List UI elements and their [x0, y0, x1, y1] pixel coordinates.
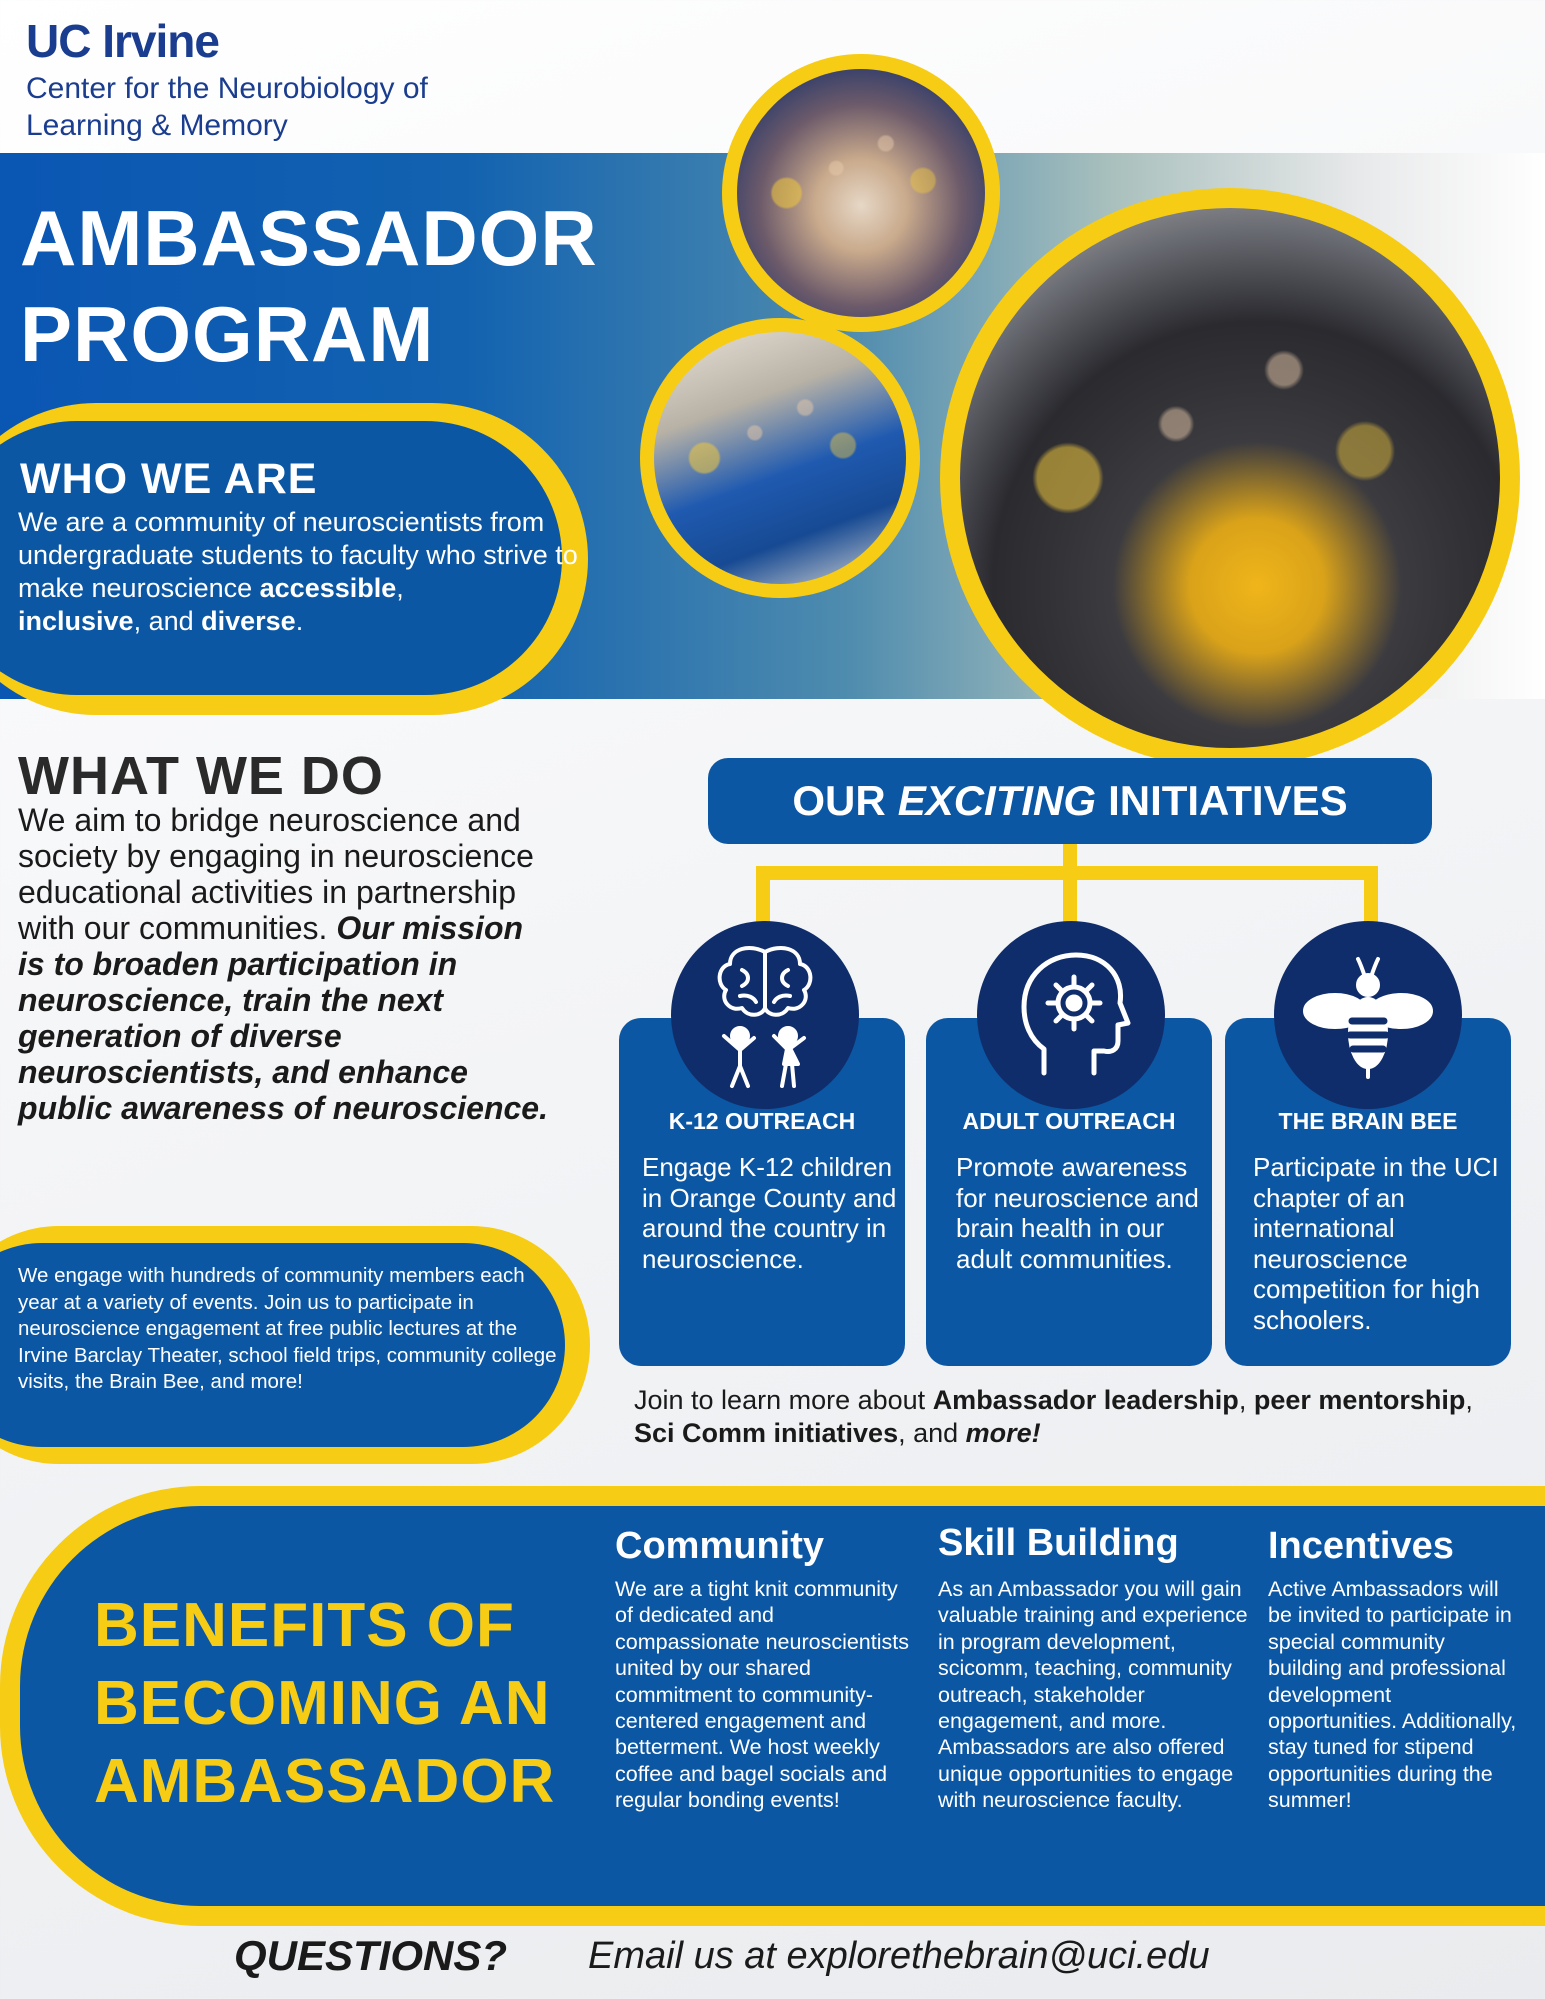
benefit-text-community: We are a tight knit community of dedicated and compassionate neuroscientists united by our shared commitment to community-centered engagement and betterment. We host weekly coffee and bagel socials and regular bonding events!: [615, 1577, 909, 1813]
mission-statement: Our mission is to broaden participation in neuroscience, train the next generation of diverse neuroscientists, and enhance public awareness of neuroscience.: [18, 910, 548, 1126]
who-we-are-text: We are a community of neuroscientists from undergraduate students to faculty who strive to make neuroscience accessible, inclusive, and diverse.: [18, 507, 578, 636]
brain-kids-icon: [671, 921, 859, 1109]
benefit-text-skill-building: As an Ambassador you will gain valuable training and experience in program development, scicomm, teaching, community outreach, stakeholder engagement, and more. Ambassadors are also offered unique opportunities to engage with neuroscience faculty.: [938, 1577, 1248, 1813]
what-we-do-text: We aim to bridge neuroscience and society by engaging in neuroscience educational activities in partnership with our communities. Our mission is to broaden participation in neuroscience, train the next generation of diverse neuroscientists, and enhance public awareness of neuroscience.: [18, 802, 548, 1126]
card-heading-brain-bee: THE BRAIN BEE: [1278, 1108, 1458, 1134]
what-we-do-heading: WHAT WE DO: [18, 746, 384, 806]
photo-group-crowd: [960, 208, 1500, 748]
card-text-k12: Engage K-12 children in Orange County and around the country in neuroscience.: [642, 1152, 897, 1274]
engage-text: We engage with hundreds of community members each year at a variety of events. Join us to participate in neuroscience engagement at free public lectures at the Irvine Barclay Theater, school field trips, community college visits, the Brain Bee, and more!: [18, 1264, 557, 1393]
who-we-are-heading: WHO WE ARE: [20, 455, 318, 503]
card-text-adult: Promote awareness for neuroscience and brain health in our adult communities.: [956, 1152, 1199, 1274]
card-text-brain-bee: Participate in the UCI chapter of an international neuroscience competition for high schoolers.: [1253, 1152, 1499, 1335]
title-line-2: PROGRAM: [20, 290, 435, 378]
photo-brain-dissection: [737, 69, 985, 317]
center-name: Center for the Neurobiology of Learning & Memory: [26, 72, 428, 142]
page-title: [20, 190, 598, 382]
benefit-text-incentives: Active Ambassadors will be invited to participate in special community building and professional development opportunities. Additionally, stay tuned for stipend opportunities during the summer!: [1268, 1577, 1517, 1813]
photo-lab-scientists: [654, 332, 906, 584]
benefit-heading-community: Community: [615, 1525, 824, 1567]
initiatives-title: OUR EXCITING INITIATIVES: [708, 758, 1432, 844]
benefits-title: BENEFITS OF BECOMING AN AMBASSADOR: [94, 1591, 556, 1816]
benefit-heading-skill-building: Skill Building: [938, 1522, 1179, 1564]
card-heading-k12: K-12 OUTREACH: [668, 1108, 856, 1134]
uc-irvine-logo: UC Irvine: [26, 15, 219, 67]
head-gear-icon: [977, 921, 1165, 1109]
join-text: Join to learn more about Ambassador leadership, peer mentorship, Sci Comm initiatives, and more!: [634, 1385, 1473, 1448]
connector-mid: [1063, 866, 1077, 926]
contact-email[interactable]: Email us at explorethebrain@uci.edu: [588, 1935, 1210, 1977]
bee-icon: [1274, 921, 1462, 1109]
card-heading-adult: ADULT OUTREACH: [962, 1108, 1176, 1134]
questions-label: QUESTIONS?: [234, 1932, 508, 1979]
benefit-heading-incentives: Incentives: [1268, 1525, 1454, 1567]
title-line-1: AMBASSADOR: [20, 194, 598, 282]
